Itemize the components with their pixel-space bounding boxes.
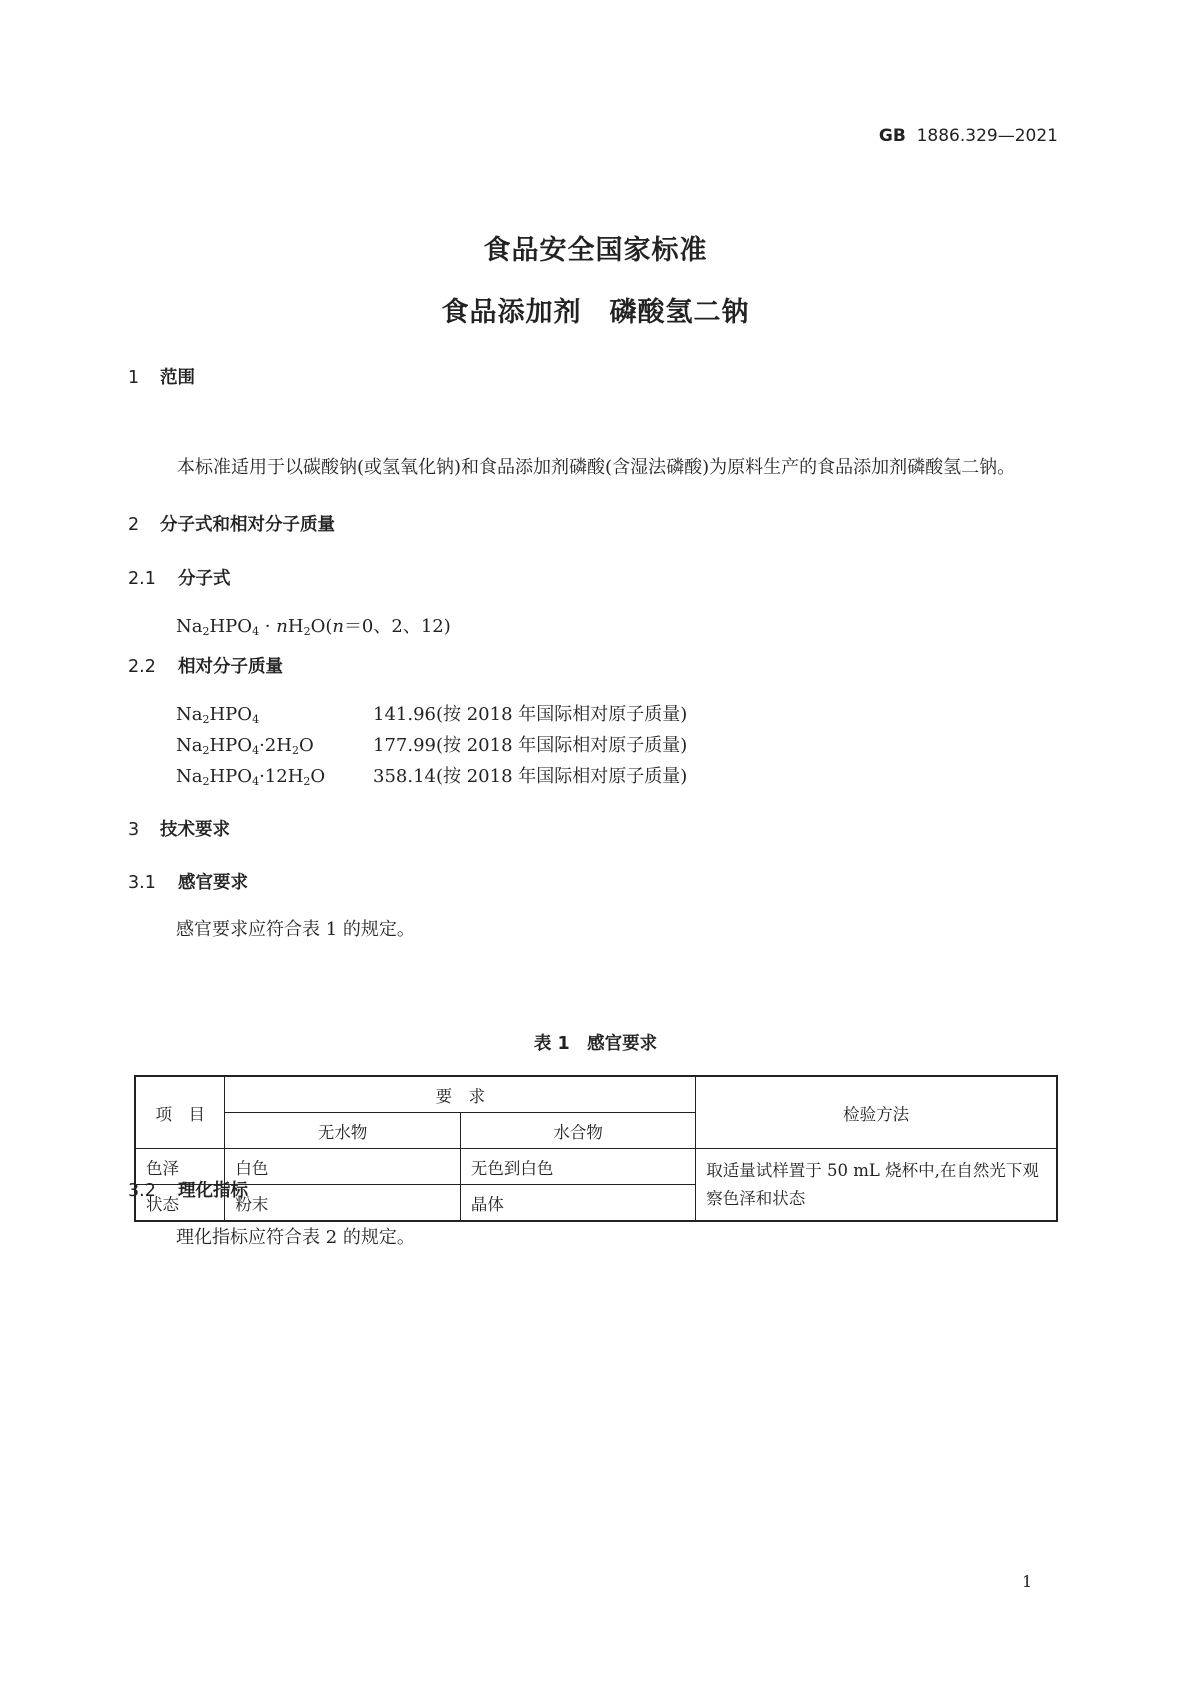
table-row	[135, 1149, 1057, 1185]
header-method: 检验方法	[696, 1076, 1057, 1149]
section-3-2-heading: 3.2 理化指标	[128, 1181, 248, 1201]
section-2-2-heading: 2.2 相对分子质量	[128, 657, 283, 677]
mass-row	[176, 700, 687, 726]
mass-row	[176, 762, 687, 788]
sensory-requirements-table	[134, 1075, 1058, 1222]
standard-code: GB 1886.329—2021	[878, 126, 1058, 146]
section-1-heading: 1 范围	[128, 368, 195, 388]
document-title: 食品安全国家标准	[483, 235, 708, 266]
cell-item: 色泽	[135, 1149, 225, 1185]
section-3-1-text: 感官要求应符合表 1 的规定。	[176, 919, 415, 940]
cell-hydrate: 晶体	[460, 1185, 695, 1222]
cell-item: 状态	[135, 1185, 225, 1222]
scope-paragraph: 本标准适用于以碳酸钠(或氢氧化钠)和食品添加剂磷酸(含湿法磷酸)为原料生产的食品添加剂磷酸氢二钠。	[177, 457, 1016, 478]
mass-formula: $Na_2HPO_4\cdot 12H_2O$	[176, 766, 326, 788]
section-3-heading: 3 技术要求	[128, 820, 230, 840]
mass-row	[176, 731, 687, 757]
mass-value: 358.14(按 2018 年国际相对原子质量)	[373, 766, 688, 787]
section-2-heading: 2 分子式和相对分子质量	[128, 515, 335, 535]
table-1-caption: 表 1 感官要求	[533, 1034, 658, 1054]
molecular-formula: $Na_2HPO_4 \cdot nH_2O(n=0$、2、12)	[176, 616, 451, 638]
cell-anhydrous: 白色	[225, 1149, 460, 1185]
cell-hydrate: 无色到白色	[460, 1149, 695, 1185]
mass-value: 177.99(按 2018 年国际相对原子质量)	[373, 735, 688, 756]
section-3-1-heading: 3.1 感官要求	[128, 873, 248, 893]
header-hydrate: 水合物	[460, 1113, 695, 1149]
mass-formula: $Na_2HPO_4\cdot 2H_2O$	[176, 735, 314, 757]
cell-anhydrous: 粉末	[225, 1185, 460, 1222]
mass-formula: $Na_2HPO_4$	[176, 704, 260, 726]
header-item: 项 目	[135, 1076, 225, 1149]
header-anhydrous: 无水物	[225, 1113, 460, 1149]
cell-method: 取适量试样置于 50 mL 烧杯中,在自然光下观察色泽和状态	[696, 1149, 1057, 1222]
section-3-2-text: 理化指标应符合表 2 的规定。	[176, 1227, 415, 1248]
document-subtitle: 食品添加剂 磷酸氢二钠	[441, 297, 750, 328]
section-2-1-heading: 2.1 分子式	[128, 569, 231, 589]
page-number: 1	[1022, 1572, 1033, 1591]
mass-value: 141.96(按 2018 年国际相对原子质量)	[373, 704, 688, 725]
header-requirement: 要 求	[225, 1076, 696, 1113]
